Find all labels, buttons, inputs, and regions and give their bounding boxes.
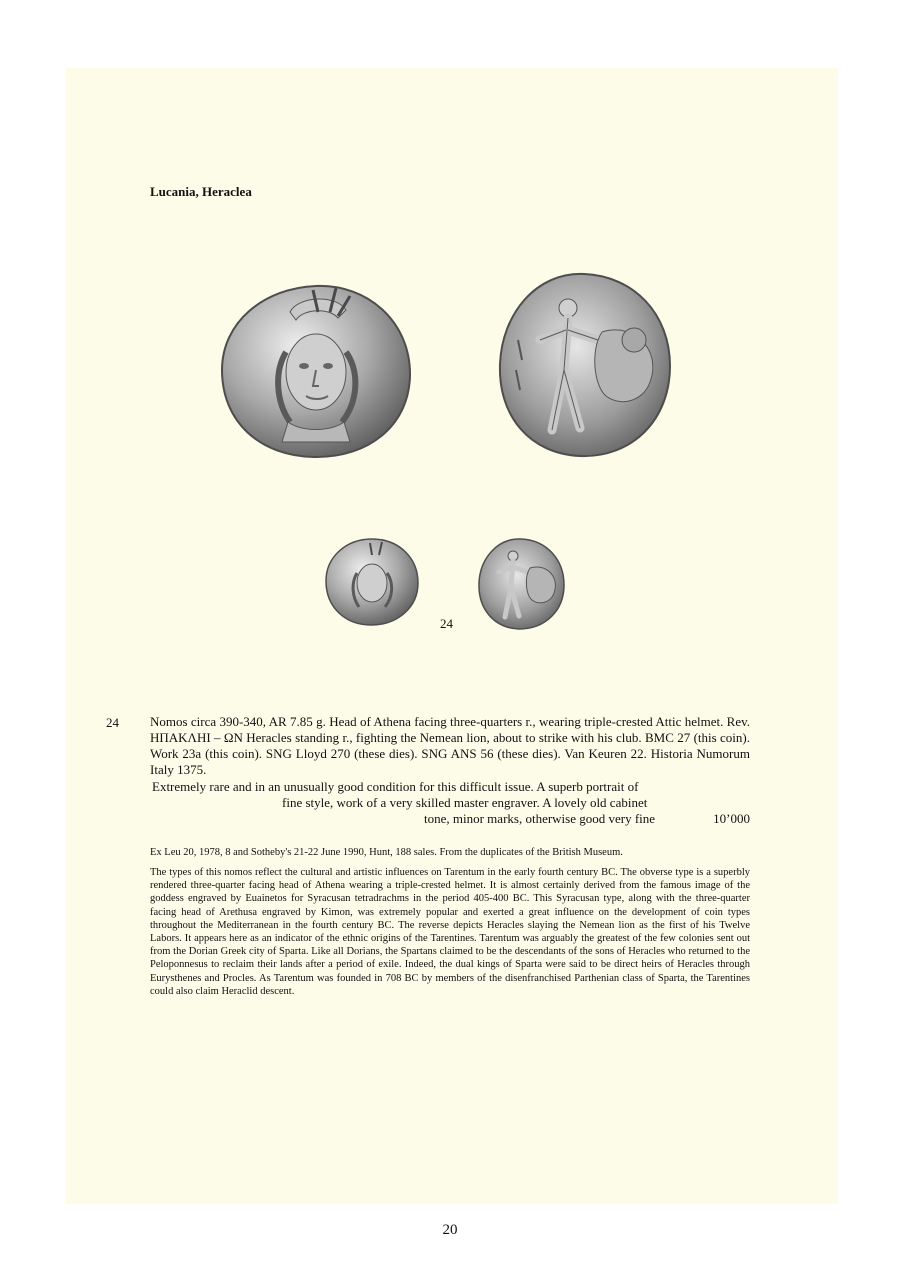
section-heading: Lucania, Heraclea <box>150 184 252 199</box>
coin-obverse-large-image <box>218 282 414 460</box>
condition-line-1: Extremely rare and in an unusually good condition for this difficult issue. A superb portrait of <box>152 779 639 794</box>
lot-provenance: Ex Leu 20, 1978, 8 and Sotheby's 21-22 June 1990, Hunt, 188 sales. From the duplicates of the British Museum. <box>150 847 623 858</box>
coin-obverse-small-image <box>324 537 420 627</box>
condition-line-3: tone, minor marks, otherwise good very fine <box>424 811 656 826</box>
catalogue-page-panel <box>66 68 838 1204</box>
lot-number: 24 <box>106 715 119 730</box>
condition-line-2: fine style, work of a very skilled master engraver. A lovely old cabinet <box>282 795 648 810</box>
page-number: 20 <box>442 1222 458 1238</box>
lot-description: Nomos circa 390-340, AR 7.85 g. Head of Athena facing three-quarters r., wearing triple-crested Attic helmet. Rev. ΗΠΑΚΛΗΙ – ΩΝ Heracles standing r., fighting the Nemean lion, about to strike with his club. BMC 27 (this coin). Work 23a (this coin). SNG Lloyd 270 (these dies). SNG ANS 56 (these dies). Van Keuren 22. Historia Numorum Italy 1375. <box>150 714 750 777</box>
lot-caption-number: 24 <box>440 616 453 631</box>
coin-reverse-large-image <box>494 270 674 460</box>
coin-reverse-small-image <box>476 537 566 631</box>
lot-commentary: The types of this nomos reflect the cultural and artistic influences on Tarentum in the early fourth century BC. The obverse type is a superbly rendered three-quarter facing head of Athena wearing a triple-crested helmet. It is almost certainly derived from the famous image of the goddess engraved by Euainetos for Syracusan tetradrachms in the period 405-400 BC. This Syracusan type, along with the three-quarter facing head of Arethusa engraved by Kimon, was extremely popular and exerted a great influence on the development of coin types throughout the Mediterranean in the fourth century BC. The reverse depicts Heracles slaying the Nemean lion as the first of his Twelve Labors. It appears here as an indicator of the ethnic origins of the Tarentines. Tarentum was arguably the greatest of the few colonies sent out from the Dorian Greek city of Sparta. Like all Dorians, the Spartans claimed to be the descendants of the sons of Heracles who returned to the Peloponnesus to reclaim their lands after a period of exile. Indeed, the dual kings of Sparta were said to be direct heirs of Heracles through Eurysthenes and Procles. As Tarentum was founded in 708 BC by members of the disenfranchised Parthenian class of Sparta, the Tarentines could also claim Heraclid descent. <box>150 867 750 997</box>
lot-estimate: 10’000 <box>713 811 750 826</box>
